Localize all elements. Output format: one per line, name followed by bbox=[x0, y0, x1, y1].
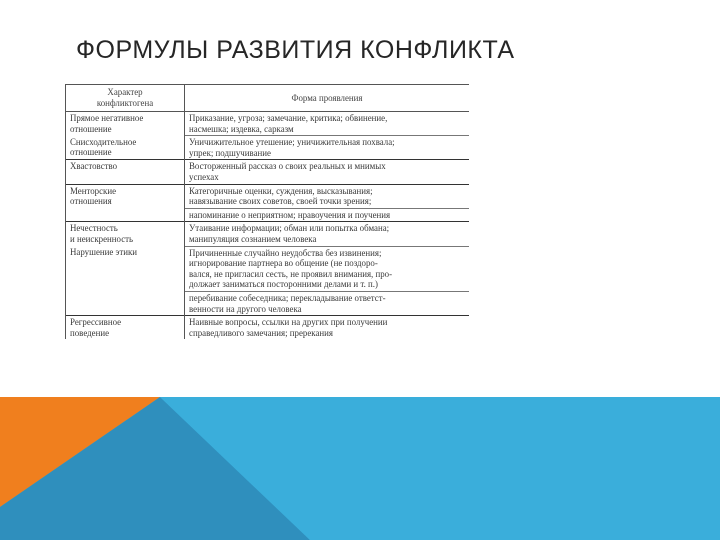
cell-line: перебивание собеседника; перекладывание ответст- bbox=[189, 292, 386, 303]
conflict-table bbox=[65, 84, 469, 339]
cell-line: Менторские bbox=[70, 185, 117, 196]
header-cell-character bbox=[66, 85, 185, 112]
form-cell bbox=[185, 222, 470, 246]
table-row bbox=[66, 246, 470, 291]
form-cell bbox=[185, 160, 470, 184]
cell-line: насмешка; издевка, сарказм bbox=[189, 123, 294, 134]
cell-line: навязывание своих советов, своей точки зрения; bbox=[189, 196, 372, 207]
form-cell bbox=[185, 291, 470, 315]
character-cell bbox=[66, 136, 185, 160]
character-cell bbox=[66, 208, 185, 222]
table-row bbox=[66, 222, 470, 246]
cell-line: отношение bbox=[70, 147, 112, 158]
header-line: Характер bbox=[107, 87, 143, 98]
cell-line: Категоричные оценки, суждения, высказывания; bbox=[189, 185, 373, 196]
header-cell-form bbox=[185, 85, 470, 112]
form-cell bbox=[185, 184, 470, 208]
cell-line: Восторженный рассказ о своих реальных и мнимых bbox=[189, 161, 386, 172]
cell-line: успехах bbox=[189, 171, 219, 182]
cell-line: упрек; подшучивание bbox=[189, 147, 271, 158]
table-row bbox=[66, 291, 470, 315]
table-header-row bbox=[66, 85, 470, 112]
form-cell bbox=[185, 208, 470, 222]
cell-line: и неискренность bbox=[70, 233, 134, 244]
cell-line: Нечестность bbox=[70, 223, 118, 234]
character-cell bbox=[66, 222, 185, 246]
cell-line: игнорирование партнера во общение (не поздоро- bbox=[189, 258, 378, 269]
cell-line: должает заниматься посторонними делами и т. п.) bbox=[189, 279, 378, 290]
table-row bbox=[66, 112, 470, 136]
header-line: Форма проявления bbox=[291, 92, 363, 103]
cell-line: Приказание, угроза; замечание, критика; обвинение, bbox=[189, 113, 388, 123]
character-cell bbox=[66, 291, 185, 315]
table-body bbox=[66, 112, 470, 340]
character-cell bbox=[66, 246, 185, 291]
character-cell bbox=[66, 316, 185, 340]
table-row bbox=[66, 136, 470, 160]
cell-line: поведение bbox=[70, 327, 110, 338]
decorative-triangles bbox=[0, 397, 720, 540]
cell-line: Наивные вопросы, ссылки на других при получении bbox=[189, 317, 388, 328]
form-cell bbox=[185, 136, 470, 160]
cell-line: Утаивание информации; обман или попытка обмана; bbox=[189, 223, 390, 234]
character-cell bbox=[66, 160, 185, 184]
cell-line: Снисходительное bbox=[70, 136, 137, 147]
table-row bbox=[66, 316, 470, 340]
cell-line: Причиненные случайно неудобства без извинения; bbox=[189, 247, 382, 258]
cell-line: Нарушение этики bbox=[70, 247, 138, 258]
cell-line: Регрессивное bbox=[70, 317, 122, 328]
conflict-table-container bbox=[65, 84, 469, 382]
cell-line: Хвастовство bbox=[70, 161, 118, 172]
cell-line: манипуляция сознанием человека bbox=[189, 233, 317, 244]
table-row bbox=[66, 160, 470, 184]
header-line: конфликтогена bbox=[96, 98, 154, 108]
cell-line: вался, не пригласил сесть, не проявил внимания, про- bbox=[189, 268, 393, 279]
cell-line: отношение bbox=[70, 123, 112, 134]
table-row bbox=[66, 184, 470, 208]
form-cell bbox=[185, 112, 470, 136]
character-cell bbox=[66, 184, 185, 208]
table-row bbox=[66, 208, 470, 222]
cell-line: венности на другого человека bbox=[189, 303, 302, 314]
cell-line: отношения bbox=[70, 196, 112, 207]
cell-line: справедливого замечания; пререкания bbox=[189, 327, 334, 338]
character-cell bbox=[66, 112, 185, 136]
cell-line: напоминание о неприятном; нравоучения и поучения bbox=[189, 209, 391, 220]
form-cell bbox=[185, 316, 470, 340]
cell-line: Уничижительное утешение; уничижительная похвала; bbox=[189, 137, 395, 148]
slide-title: ФОРМУЛЫ РАЗВИТИЯ КОНФЛИКТА bbox=[76, 36, 515, 64]
cell-line: Прямое негативное bbox=[70, 113, 144, 123]
form-cell bbox=[185, 246, 470, 291]
